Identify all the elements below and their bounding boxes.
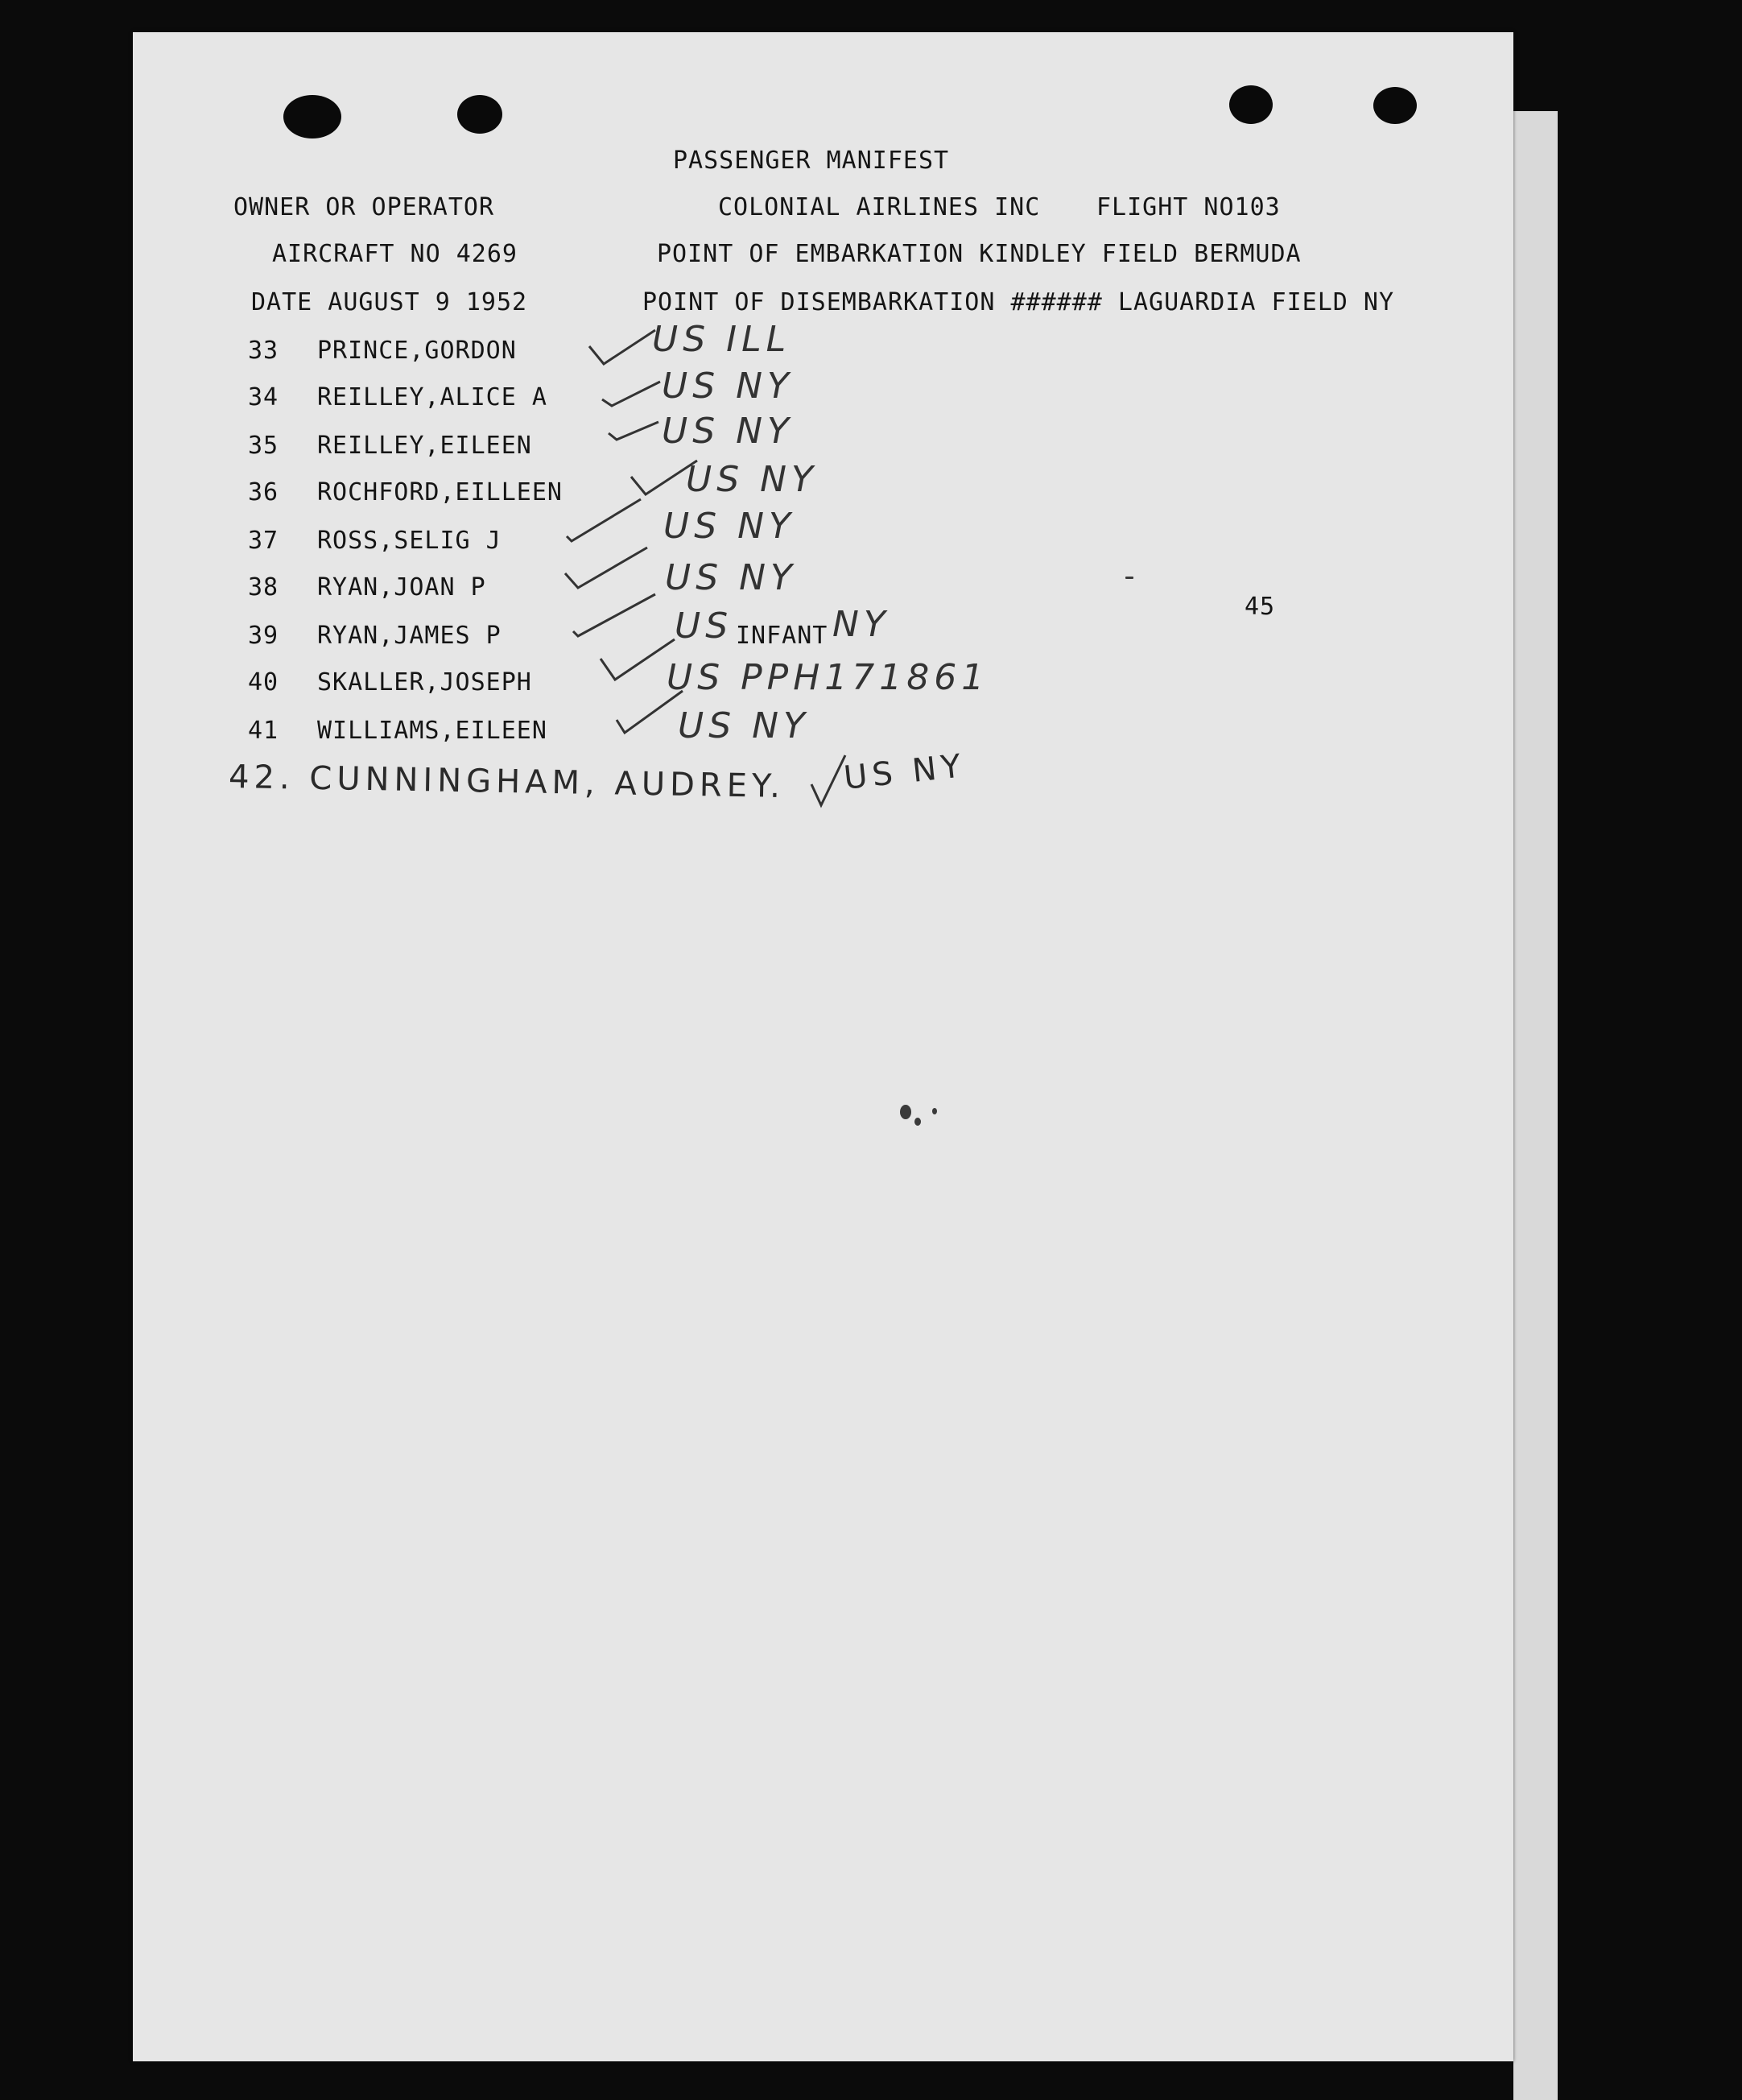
paper-smudge (900, 1105, 911, 1119)
checkmark-icon (599, 378, 663, 411)
passenger-name: SKALLER,JOSEPH (317, 668, 532, 697)
handwritten-nationality: US NY (842, 747, 968, 797)
passenger-number: 34 (248, 383, 279, 411)
passenger-number: 37 (248, 527, 279, 555)
handwritten-state: NY (832, 604, 890, 645)
passenger-name: ROCHFORD,EILLEEN (317, 478, 563, 506)
passenger-number: 35 (248, 432, 279, 460)
handwritten-nationality: US NY (662, 411, 794, 452)
handwritten-nationality: US NY (665, 557, 797, 598)
punch-hole (1229, 85, 1273, 124)
flight-number: FLIGHT NO103 (1096, 193, 1281, 221)
handwritten-nationality: US NY (663, 506, 795, 547)
handwritten-nationality: US (675, 606, 733, 647)
paper-smudge (914, 1118, 921, 1126)
checkmark-icon (597, 636, 678, 684)
handwritten-nationality: US NY (678, 705, 810, 746)
handwritten-nationality: US NY (662, 366, 794, 407)
manifest-date: DATE AUGUST 9 1952 (251, 288, 528, 316)
manifest-title: PASSENGER MANIFEST (673, 147, 950, 175)
owner-value: COLONIAL AIRLINES INC (718, 193, 1041, 221)
punch-hole (283, 95, 341, 138)
owner-label: OWNER OR OPERATOR (233, 193, 495, 221)
checkmark-icon (586, 327, 658, 367)
paper-smudge (1125, 577, 1133, 579)
passenger-name: RYAN,JOAN P (317, 573, 486, 601)
passenger-name: REILLEY,EILEEN (317, 432, 532, 460)
checkmark-icon (613, 688, 686, 736)
aircraft-number: AIRCRAFT NO 4269 (272, 240, 518, 268)
passenger-number: 33 (248, 337, 279, 365)
punch-hole (1373, 87, 1417, 124)
checkmark-icon (605, 419, 662, 443)
handwritten-nationality: US NY (686, 459, 818, 500)
passenger-number: 41 (248, 717, 279, 745)
paper-edge-shadow (1513, 111, 1558, 2100)
paper-smudge (932, 1108, 937, 1114)
passenger-number: 38 (248, 573, 279, 601)
checkmark-icon (562, 544, 650, 593)
embarkation-point: POINT OF EMBARKATION KINDLEY FIELD BERMUDA (657, 240, 1302, 268)
passenger-name: RYAN,JAMES P (317, 622, 502, 650)
disembarkation-point: POINT OF DISEMBARKATION ###### LAGUARDIA FIELD NY (642, 288, 1395, 316)
passenger-name: PRINCE,GORDON (317, 337, 517, 365)
passenger-number: 39 (248, 622, 279, 650)
passenger-name: ROSS,SELIG J (317, 527, 502, 555)
passenger-name: REILLEY,ALICE A (317, 383, 547, 411)
passenger-name: WILLIAMS,EILEEN (317, 717, 547, 745)
passenger-number: 40 (248, 668, 279, 697)
infant-label: INFANT (736, 622, 828, 650)
punch-hole (457, 95, 502, 134)
page-number: 45 (1245, 593, 1276, 621)
checkmark-icon (570, 591, 658, 639)
handwritten-passport: US PPH171861 (667, 657, 989, 698)
checkmark-icon (563, 496, 644, 544)
handwritten-passenger-entry: 42. CUNNINGHAM, AUDREY. (228, 758, 786, 806)
passenger-number: 36 (248, 478, 279, 506)
handwritten-nationality: US ILL (652, 319, 791, 360)
